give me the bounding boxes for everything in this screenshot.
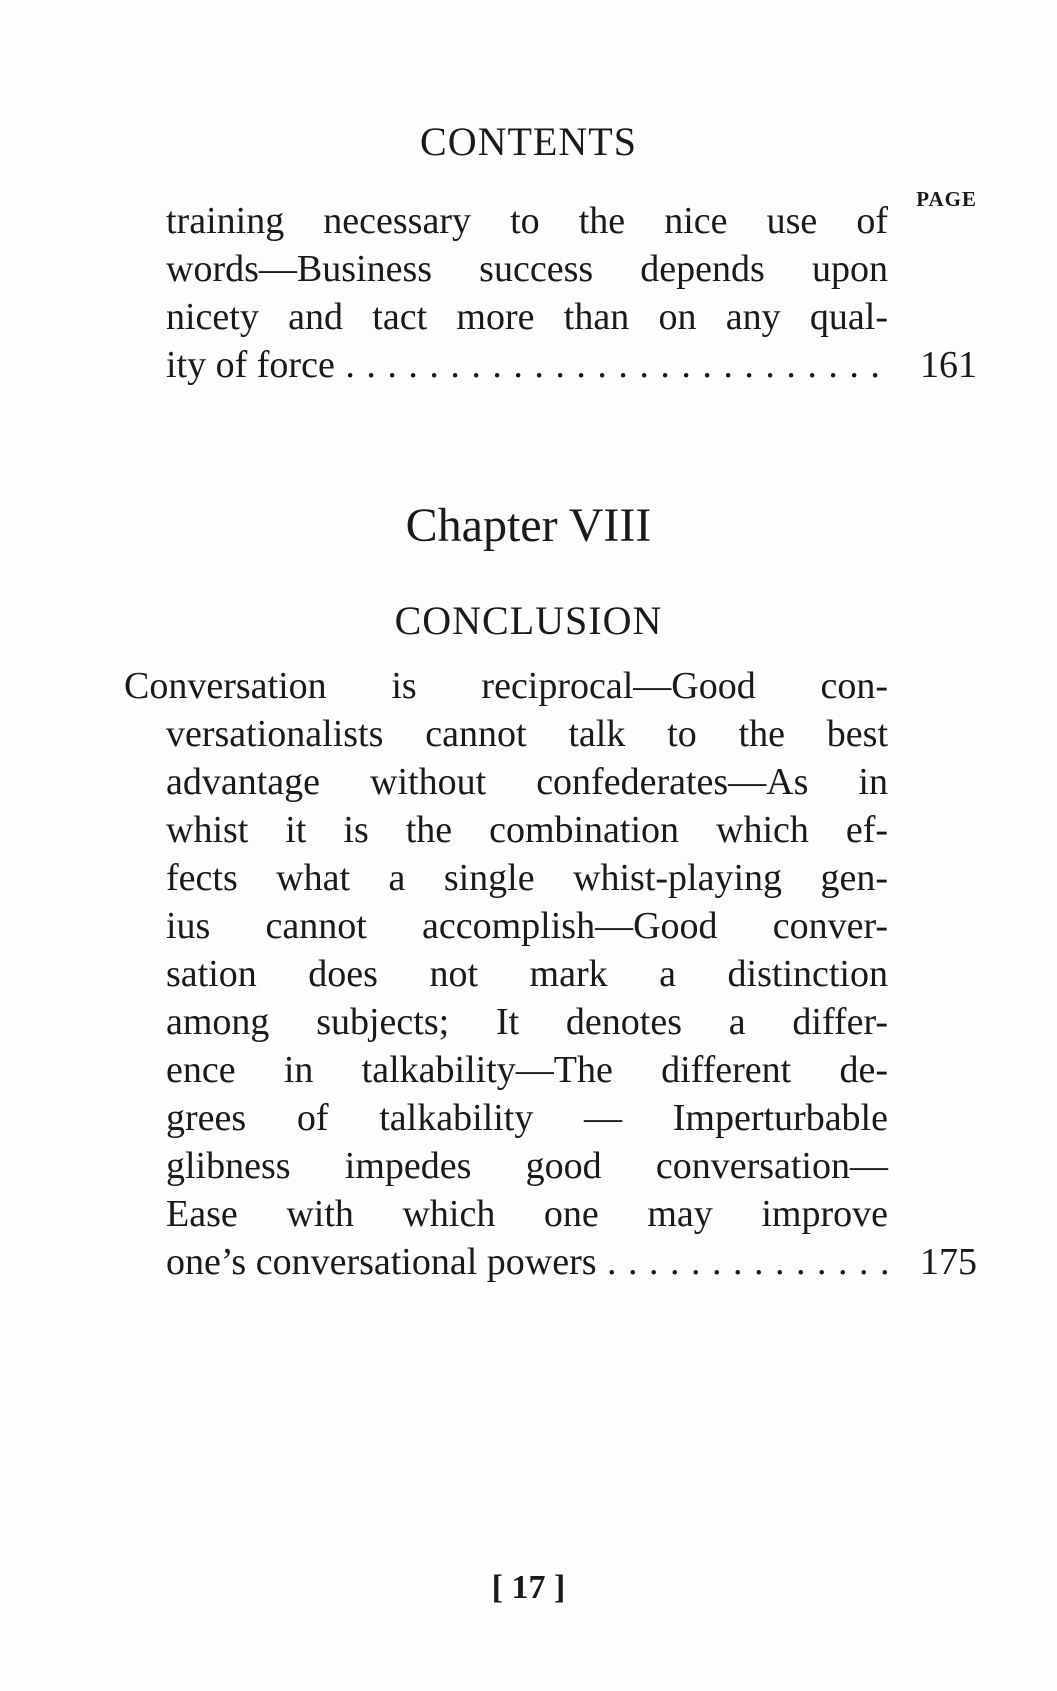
entry-line: versationalists cannot talk to the best	[166, 713, 888, 755]
chapter-subtitle: CONCLUSION	[394, 598, 663, 643]
page-number: 161	[920, 344, 977, 386]
entry-line: Conversation is reciprocal—Good con-	[124, 665, 888, 707]
entry-line: glibness impedes good conversation—	[166, 1145, 888, 1187]
entry-line: training necessary to the nice use of	[166, 200, 888, 242]
entry-line: nicety and tact more than on any qual-	[166, 296, 888, 338]
chapter-title: Chapter VIII	[405, 499, 652, 552]
entry-line: ius cannot accomplish—Good conver-	[166, 905, 888, 947]
contents-entry	[124, 662, 977, 1286]
folio-page-number: [ 17 ]	[491, 1569, 566, 1606]
entry-line: whist it is the combination which ef-	[166, 809, 888, 851]
entry-final-line	[166, 341, 977, 389]
entry-line: Ease with which one may improve	[166, 1193, 888, 1235]
entry-line: sation does not mark a distinction	[166, 953, 888, 995]
entry-line: among subjects; It denotes a differ-	[166, 1001, 888, 1043]
entry-line: words—Business success depends upon	[166, 248, 888, 290]
entry-line: grees of talkability — Imperturbable	[166, 1097, 888, 1139]
entry-line-with-leader: one’s conversational powers . . .	[166, 1238, 888, 1286]
page-column-label: PAGE	[916, 187, 977, 211]
entry-line: ence in talkability—The different de-	[166, 1049, 888, 1091]
running-head: CONTENTS	[420, 119, 637, 164]
entry-line: fects what a single whist-playing gen-	[166, 857, 888, 899]
entry-final-line	[166, 1238, 977, 1286]
entry-line: advantage without confederates—As in	[166, 761, 888, 803]
page-number: 175	[920, 1241, 977, 1283]
contents-entry	[166, 197, 977, 389]
entry-line-with-leader: ity of force . . .	[166, 341, 888, 389]
